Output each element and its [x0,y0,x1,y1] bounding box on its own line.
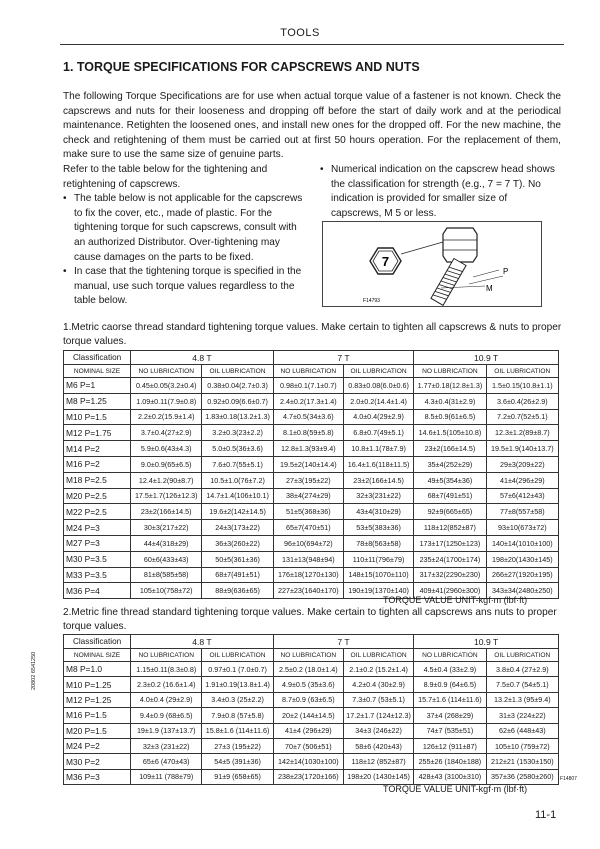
nominal-size-cell: M24 P=2 [64,738,131,753]
table2-sub-header: OIL LUBRICATION [486,649,558,662]
torque-value-cell: 2.1±0.2 (15.2±1.4) [343,662,413,677]
torque-value-cell: 105±10 (759±72) [486,738,558,753]
nominal-size-cell: M30 P=3.5 [64,551,131,567]
leader-line [401,242,443,254]
torque-value-cell: 266±27(1920±195) [486,567,558,583]
torque-value-cell: 5.0±0.5(36±3.6) [202,441,273,457]
torque-value-cell: 92±9(665±65) [414,504,486,520]
torque-value-cell: 10.8±1.1(78±7.9) [343,441,413,457]
table1-sub-header: OIL LUBRICATION [343,365,413,378]
torque-value-cell: 27±3 (195±22) [202,738,273,753]
torque-value-cell: 17.2±1.7 (124±12.3) [343,708,413,723]
torque-value-cell: 3.6±0.4(26±2.9) [486,393,558,409]
nominal-size-cell: M18 P=2.5 [64,472,131,488]
nominal-size-cell: M33 P=3.5 [64,567,131,583]
torque-value-cell: 6.8±0.7(49±5.1) [343,425,413,441]
table-row [64,456,559,472]
nominal-size-cell: M36 P=4 [64,583,131,599]
table-row [64,488,559,504]
bolt-shank-icon [431,259,466,306]
torque-value-cell: 93±10(673±72) [486,520,558,536]
table2-intro: 2.Metric fine thread standard tightening torque values. Make certain to tighten all capscrews ans nuts to proper torque values. [63,607,557,632]
torque-value-cell: 7.2±0.7(52±5.1) [486,409,558,425]
header-rule [60,44,564,45]
torque-value-cell: 4.0±0.4(29±2.9) [343,409,413,425]
torque-value-cell: 9.0±0.9(65±6.5) [131,456,202,472]
table1-sub-header: NO LUBRICATION [414,365,486,378]
nominal-size-cell: M16 P=1.5 [64,708,131,723]
nominal-size-cell: M6 P=1 [64,378,131,394]
torque-value-cell: 19.5±1.9(140±13.7) [486,441,558,457]
torque-value-cell: 17.5±1.7(126±12.3) [131,488,202,504]
torque-value-cell: 110±11(796±79) [343,551,413,567]
intro-text: The following Torque Specifications are for use when actual torque value of a fastener is not known. Check the capscrews and nuts for their looseness and dropping off before the start of daily work and at the periodical maintenance. Retighten the loosened ones, and install new ones for the dropped off. For the new machine, the check and retightening of them must be carried out at first 50 hours operation. For the replacement of them, make sure to use the same size of genuine parts. [63,91,561,161]
table2-group-4-8t: 4.8 T [131,635,274,649]
torque-value-cell: 4.9±0.5 (35±3.6) [273,677,343,692]
nominal-size-cell: M24 P=3 [64,520,131,536]
torque-value-cell: 7.9±0.8 (57±5.8) [202,708,273,723]
nominal-size-cell: M12 P=1.75 [64,425,131,441]
torque-value-cell: 190±19(1370±140) [343,583,413,599]
torque-value-cell: 428±43 (3100±310) [414,769,486,784]
table-row [64,535,559,551]
torque-value-cell: 1.5±0.15(10.8±1.1) [486,378,558,394]
right-bullet-1: • Numerical indication on the capscrew head shows the classification for strength (e.g., 7 = 7 T). No indication is provided for smaller size of capscrews, M 5 or less. [320,163,560,221]
section-title: 1. TORQUE SPECIFICATIONS FOR CAPSCREWS AND NUTS [63,60,420,74]
intro-paragraph [63,90,561,163]
torque-value-cell: 43±4(310±29) [343,504,413,520]
table1-nominal-header: NOMINAL SIZE [64,365,131,378]
torque-value-cell: 78±8(563±58) [343,535,413,551]
torque-value-cell: 62±6 (448±43) [486,723,558,738]
torque-value-cell: 2.0±0.2(14.4±1.4) [343,393,413,409]
torque-value-cell: 148±15(1070±110) [343,567,413,583]
torque-value-cell: 19.6±2(142±14.5) [202,504,273,520]
fine-thread-torque-table [63,634,559,785]
nominal-size-cell: M8 P=1.0 [64,662,131,677]
torque-value-cell: 15.7±1.6 (114±11.6) [414,692,486,707]
torque-value-cell: 19±1.9 (137±13.7) [131,723,202,738]
table-row [64,708,559,723]
torque-value-cell: 4.5±0.4 (33±2.9) [414,662,486,677]
nominal-size-cell: M27 P=3 [64,535,131,551]
table1-sub-header-row [64,365,559,378]
torque-value-cell: 357±36 (2580±260) [486,769,558,784]
table1-group-4-8t: 4.8 T [131,351,274,365]
side-document-code: 20802 6541250 [31,651,37,690]
torque-value-cell: 16.4±1.6(118±11.5) [343,456,413,472]
torque-value-cell: 38±4(274±29) [273,488,343,504]
torque-value-cell: 4.7±0.5(34±3.6) [273,409,343,425]
torque-value-cell: 8.7±0.9 (63±6.5) [273,692,343,707]
table-row [64,738,559,753]
torque-value-cell: 91±9 (658±65) [202,769,273,784]
diagram-fig-code: F14793 [363,298,380,304]
left-lead-text: Refer to the table below for the tightening and retightening of capscrews. [63,164,268,190]
table2-sub-header: OIL LUBRICATION [202,649,273,662]
torque-value-cell: 65±6 (470±43) [131,754,202,769]
torque-value-cell: 30±3(217±22) [131,520,202,536]
torque-value-cell: 109±11 (788±79) [131,769,202,784]
table2-nominal-header: NOMINAL SIZE [64,649,131,662]
table1-unit-note: TORQUE VALUE UNIT-kgf·m (lbf·ft) [383,595,528,605]
torque-value-cell: 255±26 (1840±188) [414,754,486,769]
table1-group-7t: 7 T [273,351,414,365]
torque-value-cell: 8.9±0.9 (64±6.5) [414,677,486,692]
torque-value-cell: 7.5±0.7 (54±5.1) [486,677,558,692]
torque-value-cell: 343±34(2480±250) [486,583,558,599]
torque-value-cell: 0.38±0.04(2.7±0.3) [202,378,273,394]
table-row [64,472,559,488]
bolt-head-icon [443,228,477,262]
table-row [64,520,559,536]
table1-classification-header: Classification [64,351,131,365]
nominal-size-cell: M10 P=1.25 [64,677,131,692]
torque-value-cell: 173±17(1250±123) [414,535,486,551]
nominal-size-cell: M16 P=2 [64,456,131,472]
table1-group-10-9t: 10.9 T [414,351,559,365]
coarse-thread-torque-table [63,350,559,599]
torque-value-cell: 4.2±0.4 (30±2.9) [343,677,413,692]
torque-value-cell: 2.3±0.2 (16.6±1.4) [131,677,202,692]
torque-value-cell: 10.5±1.0(76±7.2) [202,472,273,488]
torque-value-cell: 317±32(2290±230) [414,567,486,583]
torque-value-cell: 3.2±0.3(23±2.2) [202,425,273,441]
torque-value-cell: 3.8±0.4 (27±2.9) [486,662,558,677]
torque-value-cell: 44±4(318±29) [131,535,202,551]
table2-sub-header-row [64,649,559,662]
torque-value-cell: 7.6±0.7(55±5.1) [202,456,273,472]
torque-value-cell: 41±4(296±29) [486,472,558,488]
torque-value-cell: 68±7(491±51) [202,567,273,583]
torque-value-cell: 4.0±0.4 (29±2.9) [131,692,202,707]
table1-sub-header: NO LUBRICATION [131,365,202,378]
torque-value-cell: 32±3(231±22) [343,488,413,504]
table2-sub-header: NO LUBRICATION [131,649,202,662]
table1-group-header-row [64,351,559,365]
torque-value-cell: 140±14(1010±100) [486,535,558,551]
torque-value-cell: 23±2(166±14.5) [343,472,413,488]
nominal-size-cell: M22 P=2.5 [64,504,131,520]
nominal-size-cell: M8 P=1.25 [64,393,131,409]
torque-value-cell: 32±3 (231±22) [131,738,202,753]
table-row [64,378,559,394]
table1-sub-header: OIL LUBRICATION [202,365,273,378]
torque-value-cell: 70±7 (506±51) [273,738,343,753]
page-number: 11-1 [535,809,557,821]
torque-value-cell: 37±4 (268±29) [414,708,486,723]
torque-value-cell: 1.83±0.18(13.2±1.3) [202,409,273,425]
torque-value-cell: 105±10(758±72) [131,583,202,599]
torque-value-cell: 58±6 (420±43) [343,738,413,753]
nominal-size-cell: M12 P=1.25 [64,692,131,707]
torque-value-cell: 1.77±0.18(12.8±1.3) [414,378,486,394]
nominal-size-cell: M20 P=2.5 [64,488,131,504]
torque-value-cell: 118±12(852±87) [414,520,486,536]
torque-value-cell: 2.4±0.2(17.3±1.4) [273,393,343,409]
torque-value-cell: 57±6(412±43) [486,488,558,504]
torque-value-cell: 53±5(383±36) [343,520,413,536]
torque-value-cell: 0.98±0.1(7.1±0.7) [273,378,343,394]
torque-value-cell: 88±9(636±65) [202,583,273,599]
torque-value-cell: 96±10(694±72) [273,535,343,551]
torque-value-cell: 8.1±0.8(59±5.8) [273,425,343,441]
table2-sub-header: NO LUBRICATION [273,649,343,662]
torque-value-cell: 24±3(173±22) [202,520,273,536]
left-bullet-1: • The table below is not applicable for the capscrews to fix the cover, etc., made of plastic. For the tightening torque for such capscrews, consult with an authorized Distributor. Over-tightening may cause damages on the parts to be fixed. [63,192,305,265]
table-row [64,425,559,441]
torque-value-cell: 41±4 (296±29) [273,723,343,738]
torque-value-cell: 3.4±0.3 (25±2.2) [202,692,273,707]
torque-value-cell: 238±23(1720±166) [273,769,343,784]
table2-group-10-9t: 10.9 T [414,635,559,649]
nominal-size-cell: M30 P=2 [64,754,131,769]
table-row [64,551,559,567]
table1-sub-header: OIL LUBRICATION [486,365,558,378]
torque-value-cell: 227±23(1640±170) [273,583,343,599]
nominal-size-cell: M14 P=2 [64,441,131,457]
torque-value-cell: 27±3(195±22) [273,472,343,488]
table2-sub-header: OIL LUBRICATION [343,649,413,662]
torque-value-cell: 131±13(948±94) [273,551,343,567]
nominal-size-cell: M36 P=3 [64,769,131,784]
torque-value-cell: 0.45±0.05(3.2±0.4) [131,378,202,394]
torque-value-cell: 235±24(1700±174) [414,551,486,567]
torque-value-cell: 23±2(166±14.5) [131,504,202,520]
torque-value-cell: 0.83±0.08(6.0±0.6) [343,378,413,394]
left-column [63,163,305,309]
torque-value-cell: 20±2 (144±14.5) [273,708,343,723]
label-p: P [503,267,509,276]
torque-value-cell: 36±3(260±22) [202,535,273,551]
right-bullet-list [320,163,560,221]
table-row [64,441,559,457]
torque-value-cell: 50±5(361±36) [202,551,273,567]
table-row [64,723,559,738]
torque-value-cell: 12.4±1.2(90±8.7) [131,472,202,488]
torque-value-cell: 126±12 (911±87) [414,738,486,753]
torque-value-cell: 8.5±0.9(61±6.5) [414,409,486,425]
capscrew-illustration [323,222,541,306]
torque-value-cell: 2.2±0.2(15.9±1.4) [131,409,202,425]
table2-unit-note: TORQUE VALUE UNIT-kgf·m (lbf·ft) [383,784,528,794]
torque-value-cell: 409±41(2960±300) [414,583,486,599]
torque-value-cell: 5.9±0.6(43±4.3) [131,441,202,457]
table-row [64,677,559,692]
torque-value-cell: 81±8(585±58) [131,567,202,583]
torque-value-cell: 60±6(433±43) [131,551,202,567]
table2-sub-header: NO LUBRICATION [414,649,486,662]
torque-value-cell: 14.6±1.5(105±10.8) [414,425,486,441]
table-row [64,769,559,784]
torque-value-cell: 142±14(1030±100) [273,754,343,769]
table-row [64,409,559,425]
torque-value-cell: 35±4(252±29) [414,456,486,472]
torque-value-cell: 1.09±0.11(7.9±0.8) [131,393,202,409]
torque-value-cell: 31±3 (224±22) [486,708,558,723]
torque-value-cell: 12.3±1.2(89±8.7) [486,425,558,441]
torque-value-cell: 54±5 (391±36) [202,754,273,769]
capscrew-diagram [322,221,542,307]
torque-value-cell: 1.15±0.11(8.3±0.8) [131,662,202,677]
torque-value-cell: 77±8(557±58) [486,504,558,520]
table2-group-7t: 7 T [273,635,414,649]
torque-value-cell: 2.5±0.2 (18.0±1.4) [273,662,343,677]
torque-value-cell: 198±20(1430±145) [486,551,558,567]
torque-value-cell: 1.91±0.19(13.8±1.4) [202,677,273,692]
head-mark-number: 7 [381,254,390,269]
torque-value-cell: 0.92±0.09(6.6±0.7) [202,393,273,409]
running-header: TOOLS [280,27,320,39]
left-bullet-2: • In case that the tightening torque is specified in the manual, use such torque values regardless to the table below. [63,265,305,309]
torque-value-cell: 198±20 (1430±145) [343,769,413,784]
left-bullet-list [63,192,305,309]
torque-value-cell: 68±7(491±51) [414,488,486,504]
table2-classification-header: Classification [64,635,131,649]
torque-value-cell: 19.5±2(140±14.4) [273,456,343,472]
table-row [64,662,559,677]
table-row [64,567,559,583]
torque-value-cell: 65±7(470±51) [273,520,343,536]
table1-intro: 1.Metric caorse thread standard tightening torque values. Make certain to tighten all capscrews & nuts to proper torque values. [63,322,562,347]
nominal-size-cell: M10 P=1.5 [64,409,131,425]
table-row [64,692,559,707]
torque-value-cell: 29±3(209±22) [486,456,558,472]
torque-value-cell: 212±21 (1530±150) [486,754,558,769]
right-column [320,163,560,221]
torque-value-cell: 34±3 (246±22) [343,723,413,738]
label-m: M [486,284,493,293]
torque-value-cell: 118±12 (852±87) [343,754,413,769]
torque-value-cell: 74±7 (535±51) [414,723,486,738]
torque-value-cell: 7.3±0.7 (53±5.1) [343,692,413,707]
torque-value-cell: 23±2(166±14.5) [414,441,486,457]
torque-value-cell: 51±5(368±36) [273,504,343,520]
torque-value-cell: 4.3±0.4(31±2.9) [414,393,486,409]
table-row [64,504,559,520]
table1-sub-header: NO LUBRICATION [273,365,343,378]
table-row [64,393,559,409]
table2-group-header-row [64,635,559,649]
torque-value-cell: 176±18(1270±130) [273,567,343,583]
torque-value-cell: 3.7±0.4(27±2.9) [131,425,202,441]
nominal-size-cell: M20 P=1.5 [64,723,131,738]
table-row [64,754,559,769]
table2-fig-code: F14807 [560,776,577,782]
torque-value-cell: 49±5(354±36) [414,472,486,488]
torque-value-cell: 14.7±1.4(106±10.1) [202,488,273,504]
torque-value-cell: 0.97±0.1 (7.0±0.7) [202,662,273,677]
torque-value-cell: 12.8±1.3(93±9.4) [273,441,343,457]
torque-value-cell: 9.4±0.9 (68±6.5) [131,708,202,723]
torque-value-cell: 13.2±1.3 (95±9.4) [486,692,558,707]
torque-value-cell: 15.8±1.6 (114±11.6) [202,723,273,738]
